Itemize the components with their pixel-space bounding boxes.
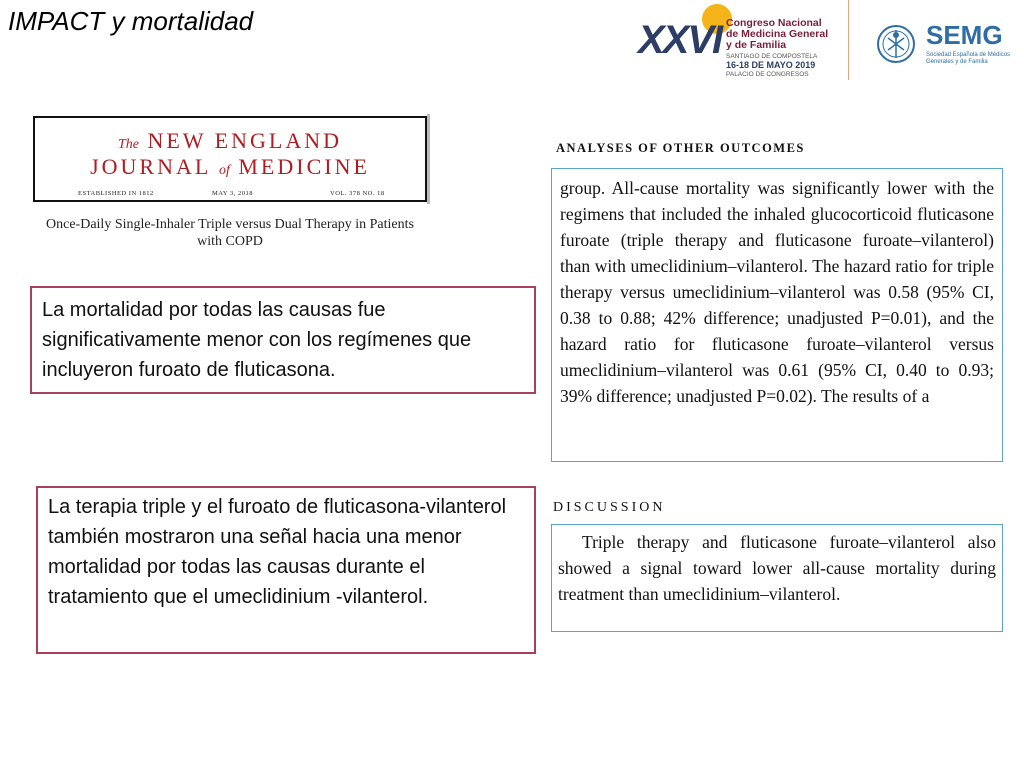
semg-name: SEMG <box>926 20 1003 50</box>
congress-number: XXVI <box>638 18 722 62</box>
nejm-title-line1 <box>35 128 425 154</box>
semg-subtitle-2: Generales y de Familia <box>926 59 988 65</box>
congress-venue: PALACIO DE CONGRESOS <box>726 71 809 78</box>
semg-emblem-icon <box>876 24 916 64</box>
congress-name-line1: Congreso Nacional <box>726 17 822 29</box>
mortality-summary-box: La mortalidad por todas las causas fue significativamente menor con los regímenes que incluyeron furoato de fluticasona. <box>30 286 536 394</box>
analyses-excerpt: group. All-cause mortality was significantly lower with the regimens that included the inhaled glucocorticoid fluticasone furoate (triple therapy and fluticasone furoate–vilanterol) than with umeclidinium–vilanterol. The hazard ratio for triple therapy versus umeclidinium–vilanterol was 0.58 (95% CI, 0.38 to 0.88; 42% difference; unadjusted P=0.01), and the hazard ratio for fluticasone furoate–vilanterol versus umeclidinium–vilanterol was 0.61 (95% CI, 0.40 to 0.93; 39% difference; unadjusted P=0.02). The results of a <box>551 168 1003 462</box>
triple-therapy-summary-box: La terapia triple y el furoato de fluticasona-vilanterol también mostraron una señal hacia una menor mortalidad por todas las causas durante el tratamiento que el umeclidinium -vilanterol. <box>36 486 536 654</box>
congress-dates: 16-18 DE MAYO 2019 <box>726 60 816 70</box>
study-title: Once-Daily Single-Inhaler Triple versus Dual Therapy in Patients with COPD <box>46 217 414 249</box>
nejm-journal: JOURNAL <box>90 154 211 179</box>
congress-name-line2: de Medicina General <box>726 28 829 40</box>
congress-logo <box>638 4 838 80</box>
congress-name-line3: y de Familia <box>726 39 787 51</box>
slide-title: IMPACT y mortalidad <box>8 6 254 36</box>
nejm-of: of <box>218 163 230 178</box>
semg-subtitle-1: Sociedad Española de Médicos <box>926 52 1011 58</box>
nejm-medicine: MEDICINE <box>238 154 370 179</box>
nejm-established: ESTABLISHED IN 1812 <box>78 190 154 197</box>
congress-location: SANTIAGO DE COMPOSTELA <box>726 53 818 60</box>
nejm-date: MAY 3, 2018 <box>212 190 253 197</box>
discussion-heading: DISCUSSION <box>553 500 666 515</box>
nejm-volume: VOL. 378 NO. 18 <box>330 190 385 197</box>
nejm-the: The <box>117 137 139 152</box>
nejm-title-line2 <box>35 154 425 180</box>
discussion-excerpt: Triple therapy and fluticasone furoate–vilanterol also showed a signal toward lower all-cause mortality during treatment than umeclidinium–vilanterol. <box>551 524 1003 632</box>
logo-divider <box>848 0 849 80</box>
analyses-heading: ANALYSES OF OTHER OUTCOMES <box>556 141 805 155</box>
nejm-shadow <box>427 114 430 204</box>
nejm-new-england: NEW ENGLAND <box>147 128 342 153</box>
